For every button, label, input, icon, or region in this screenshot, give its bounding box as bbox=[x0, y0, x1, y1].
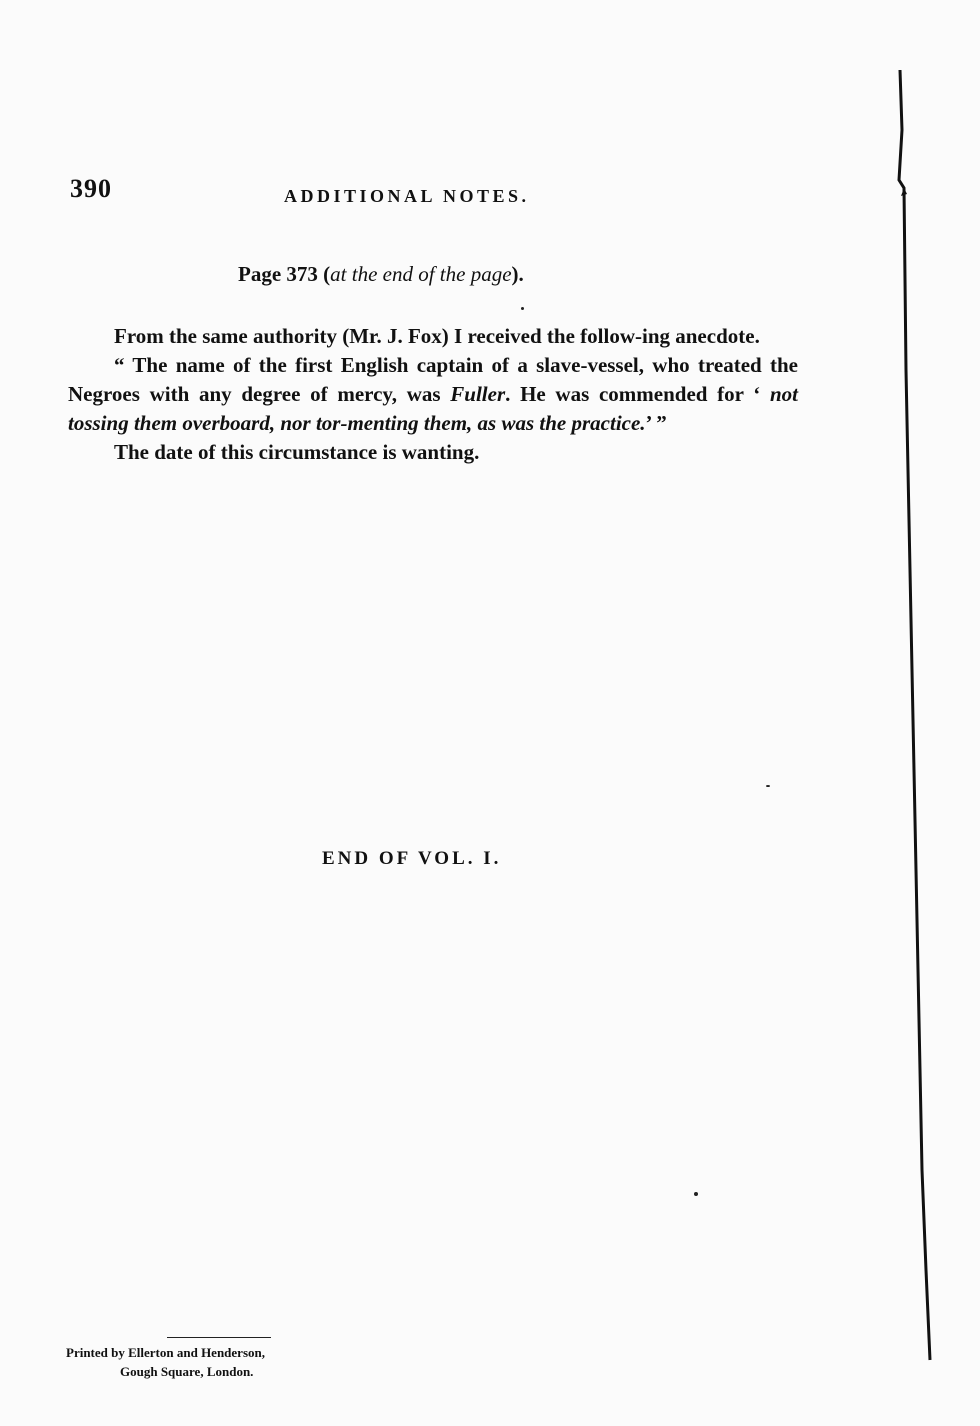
ink-speck bbox=[766, 785, 770, 787]
ink-speck bbox=[521, 307, 524, 310]
end-of-volume-mark: END OF VOL. I. bbox=[322, 848, 502, 869]
printer-imprint bbox=[66, 1343, 265, 1381]
paragraph-text: “ The name of the first English captain of a slave-vessel, who treated the Negroes with any degree of mercy, was bbox=[68, 353, 798, 406]
binding-edge-shadow bbox=[896, 70, 956, 1370]
imprint-line-1: Printed by Ellerton and Henderson, bbox=[66, 1345, 265, 1360]
paragraph-text: ’ ” bbox=[645, 411, 667, 435]
paragraph-text: . He was commended for ‘ bbox=[505, 382, 770, 406]
paragraph-text: The date of this circumstance is wanting. bbox=[114, 440, 480, 464]
ink-speck bbox=[694, 1192, 698, 1196]
imprint-line-2: Gough Square, London. bbox=[120, 1364, 254, 1379]
paragraph bbox=[68, 438, 798, 467]
body-text bbox=[68, 322, 798, 467]
paragraph bbox=[68, 351, 798, 438]
section-heading bbox=[238, 262, 524, 287]
paragraph-italic-text: Fuller bbox=[450, 382, 506, 406]
imprint-rule bbox=[167, 1337, 271, 1338]
paragraph-text: From the same authority (Mr. J. Fox) I received the follow-ing anecdote. bbox=[114, 324, 760, 348]
paragraph bbox=[68, 322, 798, 351]
section-heading-prefix: Page 373 ( bbox=[238, 262, 331, 286]
running-head: ADDITIONAL NOTES. bbox=[284, 186, 530, 206]
section-heading-suffix: ). bbox=[511, 262, 524, 286]
paragraph-italic-text: not tossing them overboard, nor tor-menting them, as was the practice. bbox=[68, 382, 798, 435]
page-number: 390 bbox=[70, 174, 112, 203]
section-heading-italic: at the end of the page bbox=[330, 262, 512, 286]
